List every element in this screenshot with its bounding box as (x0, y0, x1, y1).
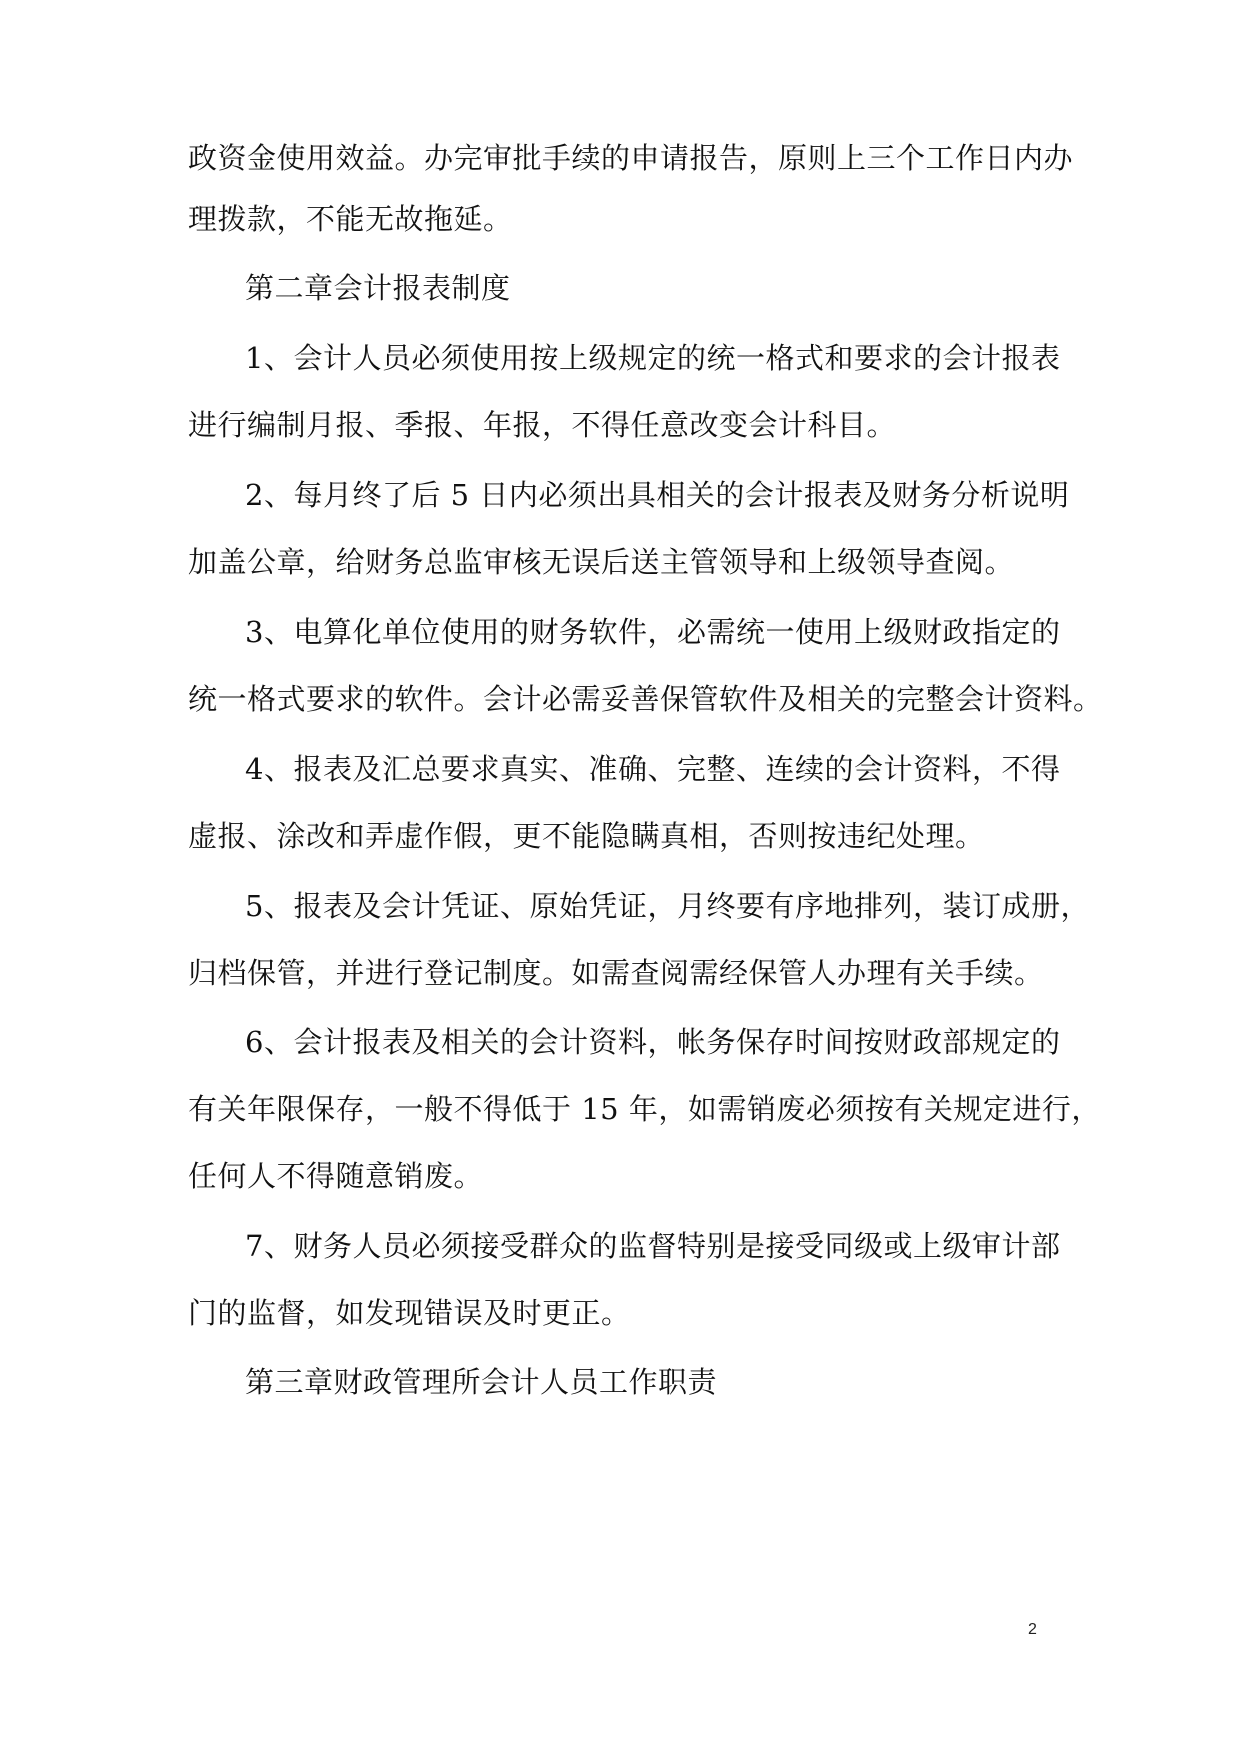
page-number: 2 (1028, 1621, 1037, 1638)
body-text-line: 7、财务人员必须接受群众的监督特别是接受同级或上级审计部 (245, 1229, 1061, 1263)
body-text-line: 进行编制月报、季报、年报，不得任意改变会计科目。 (188, 408, 897, 442)
body-text-line: 2、每月终了后 5 日内必须出具相关的会计报表及财务分析说明 (245, 478, 1070, 512)
body-text-line: 统一格式要求的软件。会计必需妥善保管软件及相关的完整会计资料。 (188, 682, 1103, 716)
chapter-heading: 第三章财政管理所会计人员工作职责 (245, 1365, 718, 1399)
body-text-line: 有关年限保存，一般不得低于 15 年，如需销废必须按有关规定进行， (188, 1092, 1101, 1126)
chapter-heading: 第二章会计报表制度 (245, 271, 511, 305)
body-text-line: 政资金使用效益。办完审批手续的申请报告，原则上三个工作日内办 (188, 141, 1074, 175)
body-text-line: 加盖公章，给财务总监审核无误后送主管领导和上级领导查阅。 (188, 545, 1015, 579)
body-text-line: 1、会计人员必须使用按上级规定的统一格式和要求的会计报表 (245, 341, 1061, 375)
body-text-line: 6、会计报表及相关的会计资料，帐务保存时间按财政部规定的 (245, 1025, 1061, 1059)
body-text-line: 理拨款，不能无故拖延。 (188, 202, 513, 236)
body-text-line: 3、电算化单位使用的财务软件，必需统一使用上级财政指定的 (245, 615, 1061, 649)
body-text-line: 任何人不得随意销废。 (188, 1159, 484, 1193)
body-text-line: 归档保管，并进行登记制度。如需查阅需经保管人办理有关手续。 (188, 956, 1044, 990)
body-text-line: 虚报、涂改和弄虚作假，更不能隐瞒真相，否则按违纪处理。 (188, 819, 985, 853)
body-text-line: 4、报表及汇总要求真实、准确、完整、连续的会计资料，不得 (245, 752, 1061, 786)
body-text-line: 门的监督，如发现错误及时更正。 (188, 1296, 631, 1330)
body-text-line: 5、报表及会计凭证、原始凭证，月终要有序地排列，装订成册， (245, 889, 1090, 923)
